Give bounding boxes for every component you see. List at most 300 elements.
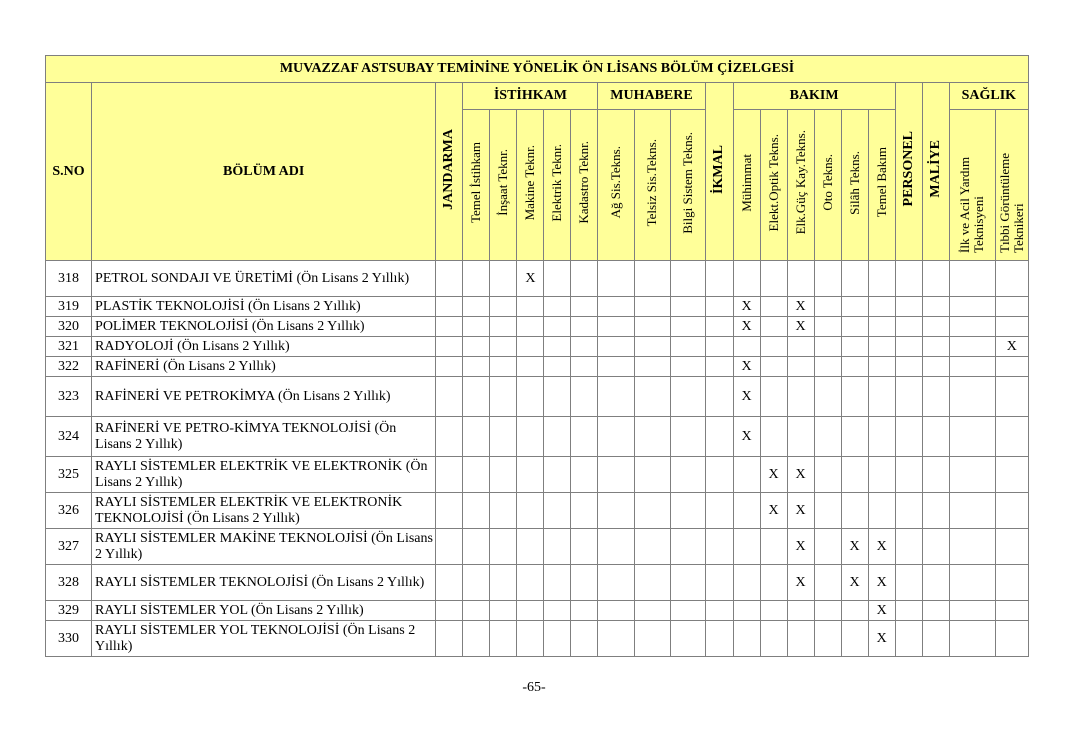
col-temel-bakim: Temel Bakım bbox=[868, 110, 895, 261]
row-mark-cell bbox=[544, 417, 571, 457]
row-mark-cell bbox=[544, 317, 571, 337]
row-mark-cell bbox=[490, 297, 517, 317]
row-mark-cell bbox=[635, 621, 670, 657]
row-department-name: PETROL SONDAJI VE ÜRETİMİ (Ön Lisans 2 Yıllık) bbox=[92, 261, 436, 297]
row-mark-cell bbox=[670, 493, 705, 529]
row-mark-cell bbox=[949, 261, 995, 297]
row-mark-cell bbox=[841, 601, 868, 621]
row-mark-cell bbox=[733, 621, 760, 657]
row-mark-cell bbox=[598, 417, 635, 457]
table-row bbox=[46, 529, 1029, 565]
row-mark-cell bbox=[733, 601, 760, 621]
col-kadastro-teknr: Kadastro Teknr. bbox=[571, 110, 598, 261]
row-mark-cell bbox=[922, 621, 949, 657]
row-mark-cell bbox=[490, 377, 517, 417]
row-mark-cell bbox=[868, 493, 895, 529]
row-mark-cell bbox=[705, 621, 733, 657]
row-mark-cell bbox=[670, 377, 705, 417]
row-mark-cell bbox=[635, 565, 670, 601]
row-mark-cell bbox=[841, 317, 868, 337]
col-personel: PERSONEL bbox=[895, 83, 922, 261]
row-mark-cell bbox=[490, 493, 517, 529]
row-mark-cell bbox=[895, 529, 922, 565]
col-ilk-ve-acil-yardim: İlk ve Acil Yardım Teknisyeni bbox=[949, 110, 995, 261]
row-mark-cell bbox=[598, 337, 635, 357]
row-mark-cell bbox=[544, 565, 571, 601]
row-mark-cell bbox=[670, 457, 705, 493]
row-mark-cell bbox=[463, 417, 490, 457]
row-mark-cell bbox=[705, 317, 733, 337]
row-mark-cell bbox=[868, 357, 895, 377]
row-mark-cell bbox=[598, 297, 635, 317]
row-mark-cell bbox=[463, 601, 490, 621]
row-mark-cell bbox=[868, 417, 895, 457]
row-mark-cell bbox=[635, 261, 670, 297]
row-mark-cell bbox=[670, 357, 705, 377]
row-mark-cell bbox=[922, 601, 949, 621]
table-title: MUVAZZAF ASTSUBAY TEMİNİNE YÖNELİK ÖN LİSANS BÖLÜM ÇİZELGESİ bbox=[46, 56, 1029, 83]
row-mark-cell bbox=[733, 565, 760, 601]
row-mark-cell: X bbox=[868, 529, 895, 565]
row-mark-cell bbox=[868, 297, 895, 317]
col-insaat-teknr: İnşaat Teknr. bbox=[490, 110, 517, 261]
row-mark-cell bbox=[598, 457, 635, 493]
row-mark-cell bbox=[760, 621, 787, 657]
col-makine-teknr: Makine Teknr. bbox=[517, 110, 544, 261]
row-mark-cell bbox=[949, 493, 995, 529]
row-mark-cell: X bbox=[760, 457, 787, 493]
row-mark-cell bbox=[635, 601, 670, 621]
row-mark-cell bbox=[463, 357, 490, 377]
row-mark-cell bbox=[544, 297, 571, 317]
row-mark-cell bbox=[760, 317, 787, 337]
row-mark-cell bbox=[868, 337, 895, 357]
row-mark-cell bbox=[787, 621, 814, 657]
row-mark-cell: X bbox=[733, 317, 760, 337]
row-mark-cell: X bbox=[733, 377, 760, 417]
table-row bbox=[46, 357, 1029, 377]
row-mark-cell bbox=[760, 337, 787, 357]
row-mark-cell bbox=[436, 297, 463, 317]
row-mark-cell bbox=[705, 377, 733, 417]
row-mark-cell bbox=[895, 457, 922, 493]
row-mark-cell bbox=[787, 417, 814, 457]
row-sno: 321 bbox=[46, 337, 92, 357]
row-mark-cell bbox=[598, 317, 635, 337]
row-mark-cell bbox=[949, 621, 995, 657]
row-mark-cell bbox=[995, 297, 1028, 317]
row-mark-cell bbox=[544, 457, 571, 493]
row-mark-cell bbox=[436, 357, 463, 377]
row-mark-cell bbox=[544, 529, 571, 565]
row-mark-cell bbox=[949, 377, 995, 417]
row-mark-cell bbox=[787, 357, 814, 377]
row-mark-cell bbox=[571, 357, 598, 377]
row-department-name: RAYLI SİSTEMLER ELEKTRİK VE ELEKTRONİK TEKNOLOJİSİ (Ön Lisans 2 Yıllık) bbox=[92, 493, 436, 529]
row-department-name: RAYLI SİSTEMLER TEKNOLOJİSİ (Ön Lisans 2 Yıllık) bbox=[92, 565, 436, 601]
row-mark-cell bbox=[949, 317, 995, 337]
row-sno: 327 bbox=[46, 529, 92, 565]
row-sno: 320 bbox=[46, 317, 92, 337]
row-mark-cell: X bbox=[787, 297, 814, 317]
row-mark-cell bbox=[517, 377, 544, 417]
row-mark-cell bbox=[598, 377, 635, 417]
row-mark-cell bbox=[571, 565, 598, 601]
row-mark-cell bbox=[490, 529, 517, 565]
row-mark-cell bbox=[635, 417, 670, 457]
row-mark-cell bbox=[490, 601, 517, 621]
row-mark-cell bbox=[814, 377, 841, 417]
row-mark-cell bbox=[922, 377, 949, 417]
row-mark-cell bbox=[670, 317, 705, 337]
row-mark-cell bbox=[598, 621, 635, 657]
row-mark-cell bbox=[670, 565, 705, 601]
row-mark-cell bbox=[760, 297, 787, 317]
row-mark-cell bbox=[490, 261, 517, 297]
row-mark-cell bbox=[705, 417, 733, 457]
row-mark-cell bbox=[841, 493, 868, 529]
table-row bbox=[46, 297, 1029, 317]
row-mark-cell bbox=[895, 297, 922, 317]
row-mark-cell bbox=[517, 357, 544, 377]
row-mark-cell bbox=[814, 493, 841, 529]
row-mark-cell bbox=[895, 601, 922, 621]
row-mark-cell bbox=[463, 337, 490, 357]
row-sno: 330 bbox=[46, 621, 92, 657]
row-mark-cell bbox=[787, 601, 814, 621]
row-sno: 319 bbox=[46, 297, 92, 317]
col-ikmal: İKMAL bbox=[705, 83, 733, 261]
row-mark-cell bbox=[949, 565, 995, 601]
col-tibbi-goruntuleme: Tıbbi Görüntüleme Teknikeri bbox=[995, 110, 1028, 261]
row-mark-cell bbox=[705, 601, 733, 621]
table-row bbox=[46, 621, 1029, 657]
row-mark-cell bbox=[733, 337, 760, 357]
row-mark-cell bbox=[733, 457, 760, 493]
col-oto-tekns: Oto Tekns. bbox=[814, 110, 841, 261]
row-mark-cell bbox=[814, 297, 841, 317]
row-mark-cell bbox=[814, 337, 841, 357]
col-telsiz-sis-tekns: Telsiz Sis.Tekns. bbox=[635, 110, 670, 261]
row-mark-cell bbox=[995, 601, 1028, 621]
row-mark-cell bbox=[814, 317, 841, 337]
row-mark-cell bbox=[995, 417, 1028, 457]
row-mark-cell bbox=[949, 529, 995, 565]
row-mark-cell bbox=[490, 357, 517, 377]
table-row bbox=[46, 377, 1029, 417]
col-jandarma: JANDARMA bbox=[436, 83, 463, 261]
row-mark-cell: X bbox=[760, 493, 787, 529]
row-mark-cell bbox=[895, 621, 922, 657]
row-mark-cell bbox=[814, 417, 841, 457]
row-mark-cell bbox=[463, 565, 490, 601]
row-mark-cell bbox=[949, 337, 995, 357]
row-mark-cell: X bbox=[733, 297, 760, 317]
row-mark-cell bbox=[571, 529, 598, 565]
row-mark-cell bbox=[598, 601, 635, 621]
row-sno: 328 bbox=[46, 565, 92, 601]
row-mark-cell: X bbox=[995, 337, 1028, 357]
row-mark-cell bbox=[436, 377, 463, 417]
row-mark-cell bbox=[922, 357, 949, 377]
row-mark-cell bbox=[517, 565, 544, 601]
row-mark-cell bbox=[635, 493, 670, 529]
row-mark-cell: X bbox=[733, 417, 760, 457]
row-mark-cell bbox=[705, 297, 733, 317]
col-silah-tekns: Silâh Tekns. bbox=[841, 110, 868, 261]
row-sno: 318 bbox=[46, 261, 92, 297]
row-mark-cell bbox=[436, 493, 463, 529]
group-saglik: SAĞLIK bbox=[949, 83, 1028, 110]
row-mark-cell bbox=[760, 565, 787, 601]
row-mark-cell bbox=[670, 297, 705, 317]
row-mark-cell bbox=[949, 417, 995, 457]
row-mark-cell bbox=[868, 457, 895, 493]
row-mark-cell bbox=[760, 529, 787, 565]
row-mark-cell bbox=[490, 337, 517, 357]
col-elektrik-teknr: Elektrik Teknr. bbox=[544, 110, 571, 261]
table-row bbox=[46, 317, 1029, 337]
col-bilgi-sistem-tekns: Bilgi Sistem Tekns. bbox=[670, 110, 705, 261]
row-mark-cell bbox=[995, 565, 1028, 601]
row-mark-cell bbox=[895, 261, 922, 297]
row-mark-cell bbox=[841, 417, 868, 457]
row-mark-cell bbox=[436, 529, 463, 565]
row-mark-cell bbox=[490, 317, 517, 337]
row-department-name: RAYLI SİSTEMLER ELEKTRİK VE ELEKTRONİK (Ön Lisans 2 Yıllık) bbox=[92, 457, 436, 493]
row-mark-cell bbox=[922, 261, 949, 297]
row-mark-cell bbox=[635, 297, 670, 317]
row-mark-cell bbox=[895, 317, 922, 337]
row-sno: 329 bbox=[46, 601, 92, 621]
row-mark-cell bbox=[463, 529, 490, 565]
row-mark-cell bbox=[895, 565, 922, 601]
row-mark-cell bbox=[635, 357, 670, 377]
row-mark-cell bbox=[841, 337, 868, 357]
row-sno: 326 bbox=[46, 493, 92, 529]
row-mark-cell bbox=[733, 493, 760, 529]
row-mark-cell bbox=[949, 297, 995, 317]
row-mark-cell bbox=[635, 337, 670, 357]
row-sno: 324 bbox=[46, 417, 92, 457]
row-mark-cell bbox=[814, 457, 841, 493]
row-mark-cell bbox=[544, 377, 571, 417]
table-row bbox=[46, 565, 1029, 601]
group-muhabere: MUHABERE bbox=[598, 83, 705, 110]
name-header: BÖLÜM ADI bbox=[92, 83, 436, 261]
row-mark-cell bbox=[895, 493, 922, 529]
row-mark-cell bbox=[436, 457, 463, 493]
col-muhimmat: Mühimmat bbox=[733, 110, 760, 261]
row-mark-cell bbox=[463, 377, 490, 417]
row-mark-cell bbox=[490, 565, 517, 601]
row-mark-cell bbox=[922, 457, 949, 493]
row-mark-cell bbox=[922, 493, 949, 529]
row-mark-cell bbox=[814, 261, 841, 297]
row-mark-cell bbox=[635, 529, 670, 565]
row-mark-cell bbox=[436, 565, 463, 601]
row-mark-cell bbox=[841, 261, 868, 297]
row-mark-cell bbox=[760, 357, 787, 377]
row-mark-cell bbox=[544, 621, 571, 657]
row-mark-cell bbox=[814, 601, 841, 621]
row-mark-cell bbox=[760, 377, 787, 417]
row-department-name: RAYLI SİSTEMLER YOL (Ön Lisans 2 Yıllık) bbox=[92, 601, 436, 621]
row-mark-cell bbox=[895, 377, 922, 417]
row-mark-cell bbox=[670, 601, 705, 621]
row-mark-cell bbox=[517, 297, 544, 317]
table-row bbox=[46, 337, 1029, 357]
row-mark-cell bbox=[949, 601, 995, 621]
col-temel-istihkam: Temel İstihkam bbox=[463, 110, 490, 261]
row-mark-cell bbox=[841, 357, 868, 377]
row-mark-cell bbox=[787, 261, 814, 297]
row-mark-cell bbox=[670, 261, 705, 297]
row-mark-cell bbox=[922, 565, 949, 601]
row-mark-cell bbox=[436, 317, 463, 337]
row-mark-cell bbox=[571, 457, 598, 493]
row-mark-cell bbox=[895, 337, 922, 357]
row-mark-cell bbox=[517, 601, 544, 621]
table-row bbox=[46, 493, 1029, 529]
row-mark-cell bbox=[598, 529, 635, 565]
row-department-name: RAYLI SİSTEMLER YOL TEKNOLOJİSİ (Ön Lisans 2 Yıllık) bbox=[92, 621, 436, 657]
row-mark-cell bbox=[670, 417, 705, 457]
row-mark-cell bbox=[895, 417, 922, 457]
row-mark-cell bbox=[436, 337, 463, 357]
row-mark-cell bbox=[895, 357, 922, 377]
row-mark-cell bbox=[571, 317, 598, 337]
row-department-name: RADYOLOJİ (Ön Lisans 2 Yıllık) bbox=[92, 337, 436, 357]
row-mark-cell bbox=[571, 601, 598, 621]
row-mark-cell bbox=[841, 457, 868, 493]
row-mark-cell bbox=[760, 261, 787, 297]
row-mark-cell bbox=[922, 417, 949, 457]
row-mark-cell bbox=[814, 357, 841, 377]
group-istihkam: İSTİHKAM bbox=[463, 83, 598, 110]
row-mark-cell: X bbox=[868, 601, 895, 621]
row-mark-cell bbox=[841, 377, 868, 417]
row-mark-cell bbox=[463, 297, 490, 317]
col-ag-sis-tekns: Ağ Sis.Tekns. bbox=[598, 110, 635, 261]
row-mark-cell bbox=[544, 357, 571, 377]
row-mark-cell bbox=[995, 377, 1028, 417]
row-mark-cell bbox=[517, 417, 544, 457]
sno-header: S.NO bbox=[46, 83, 92, 261]
row-mark-cell bbox=[995, 493, 1028, 529]
table-row bbox=[46, 261, 1029, 297]
row-mark-cell bbox=[995, 457, 1028, 493]
table-body bbox=[46, 261, 1029, 657]
row-mark-cell bbox=[517, 457, 544, 493]
row-mark-cell bbox=[571, 493, 598, 529]
row-mark-cell bbox=[598, 565, 635, 601]
table-row bbox=[46, 601, 1029, 621]
row-mark-cell bbox=[598, 493, 635, 529]
row-mark-cell bbox=[670, 337, 705, 357]
row-mark-cell bbox=[787, 337, 814, 357]
row-mark-cell bbox=[705, 337, 733, 357]
row-mark-cell bbox=[490, 621, 517, 657]
row-mark-cell: X bbox=[517, 261, 544, 297]
row-mark-cell: X bbox=[787, 565, 814, 601]
row-mark-cell bbox=[868, 377, 895, 417]
row-department-name: RAFİNERİ VE PETROKİMYA (Ön Lisans 2 Yıllık) bbox=[92, 377, 436, 417]
row-mark-cell: X bbox=[841, 529, 868, 565]
row-mark-cell bbox=[517, 529, 544, 565]
row-mark-cell bbox=[463, 621, 490, 657]
row-mark-cell bbox=[670, 621, 705, 657]
row-mark-cell bbox=[705, 565, 733, 601]
table-row bbox=[46, 417, 1029, 457]
row-mark-cell bbox=[463, 317, 490, 337]
row-mark-cell bbox=[733, 529, 760, 565]
row-mark-cell bbox=[922, 317, 949, 337]
row-mark-cell bbox=[571, 621, 598, 657]
row-mark-cell bbox=[995, 621, 1028, 657]
row-mark-cell bbox=[571, 377, 598, 417]
row-mark-cell: X bbox=[787, 317, 814, 337]
row-mark-cell bbox=[463, 493, 490, 529]
row-mark-cell: X bbox=[841, 565, 868, 601]
row-department-name: RAFİNERİ VE PETRO-KİMYA TEKNOLOJİSİ (Ön Lisans 2 Yıllık) bbox=[92, 417, 436, 457]
group-bakim: BAKIM bbox=[733, 83, 895, 110]
row-mark-cell bbox=[571, 417, 598, 457]
row-mark-cell bbox=[841, 621, 868, 657]
row-mark-cell bbox=[463, 261, 490, 297]
row-mark-cell: X bbox=[733, 357, 760, 377]
row-mark-cell bbox=[635, 457, 670, 493]
row-mark-cell: X bbox=[787, 529, 814, 565]
row-mark-cell bbox=[544, 261, 571, 297]
row-mark-cell bbox=[571, 261, 598, 297]
row-mark-cell bbox=[814, 621, 841, 657]
row-mark-cell bbox=[517, 337, 544, 357]
row-mark-cell bbox=[995, 529, 1028, 565]
col-maliye: MALİYE bbox=[922, 83, 949, 261]
row-mark-cell bbox=[598, 357, 635, 377]
row-mark-cell bbox=[705, 457, 733, 493]
row-mark-cell bbox=[598, 261, 635, 297]
row-mark-cell bbox=[995, 261, 1028, 297]
row-mark-cell bbox=[995, 357, 1028, 377]
row-mark-cell bbox=[841, 297, 868, 317]
row-mark-cell bbox=[949, 357, 995, 377]
row-mark-cell: X bbox=[868, 565, 895, 601]
row-mark-cell bbox=[995, 317, 1028, 337]
row-mark-cell bbox=[490, 417, 517, 457]
row-mark-cell bbox=[517, 493, 544, 529]
row-mark-cell bbox=[705, 261, 733, 297]
row-mark-cell bbox=[705, 357, 733, 377]
row-mark-cell bbox=[436, 621, 463, 657]
row-mark-cell bbox=[868, 261, 895, 297]
row-mark-cell bbox=[760, 417, 787, 457]
row-mark-cell bbox=[670, 529, 705, 565]
row-mark-cell bbox=[922, 337, 949, 357]
row-mark-cell bbox=[635, 317, 670, 337]
row-mark-cell bbox=[787, 377, 814, 417]
row-mark-cell bbox=[705, 493, 733, 529]
row-mark-cell bbox=[517, 621, 544, 657]
row-mark-cell bbox=[733, 261, 760, 297]
row-sno: 323 bbox=[46, 377, 92, 417]
row-sno: 325 bbox=[46, 457, 92, 493]
row-mark-cell bbox=[814, 529, 841, 565]
row-mark-cell bbox=[922, 297, 949, 317]
row-mark-cell bbox=[868, 317, 895, 337]
row-mark-cell: X bbox=[868, 621, 895, 657]
